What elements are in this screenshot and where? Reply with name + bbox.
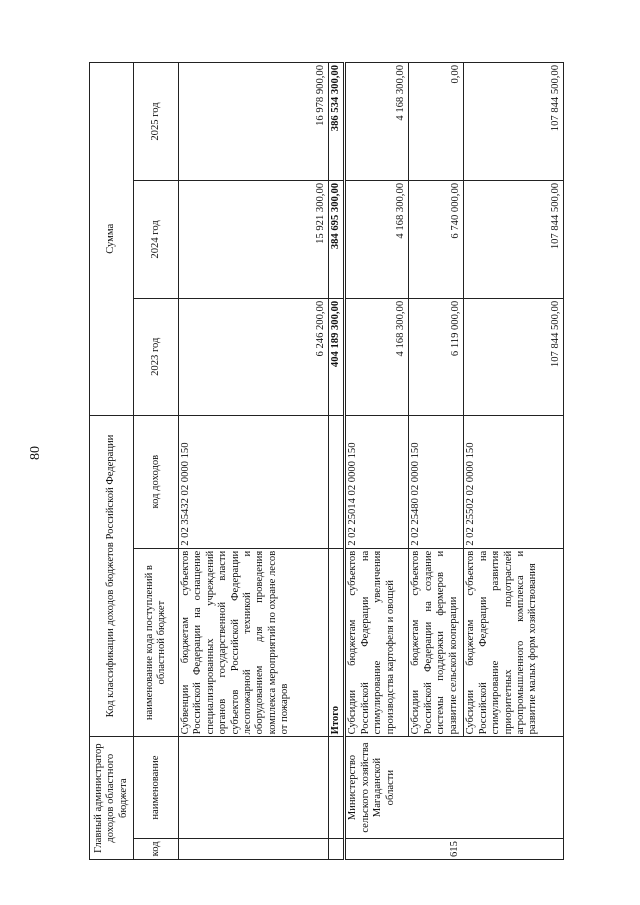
value-2025-cell: 16 978 900,00 [179,63,329,181]
income-name-cell: Субсидии бюджетам субъектов Российской Федерации на создание системы поддержки фермеров и развитие сельской кооперации [409,548,464,737]
income-code-cell: 2 02 25502 02 0000 150 [464,415,564,548]
value-2025-cell: 4 168 300,00 [345,63,409,181]
table-row [179,63,329,860]
header-income-name: наименование кода поступлений в областной бюджет [134,548,179,737]
header-classification: Код классификации доходов бюджетов Российской Федерации [90,415,134,737]
header-name: наименование [134,737,179,838]
value-2024-cell: 6 740 000,00 [409,180,464,298]
admin-code-cell: 615 [345,838,564,859]
income-code-cell: 2 02 25014 02 0000 150 [345,415,409,548]
page-number: 80 [28,446,43,460]
header-sum: Сумма [90,63,134,416]
header-chief-admin: Главный администратор доходов областного бюджета [90,737,134,860]
value-2024-cell: 15 921 300,00 [179,180,329,298]
value-2023-cell: 107 844 500,00 [464,298,564,415]
header-income-code: код доходов [134,415,179,548]
total-2023-cell: 404 189 300,00 [329,298,345,415]
header-2023: 2023 год [134,298,179,415]
income-code-cell: 2 02 25480 02 0000 150 [409,415,464,548]
value-2023-cell: 6 119 000,00 [409,298,464,415]
total-label: Итого [329,548,345,737]
header-2024: 2024 год [134,180,179,298]
income-table [89,62,564,860]
value-2025-cell: 0,00 [409,63,464,181]
header-2025: 2025 год [134,63,179,181]
admin-name-cell: Министерство сельского хозяйства Магаданской области [345,737,564,838]
rotated-table-container [89,62,563,860]
table-row [345,63,409,860]
income-name-cell: Субсидии бюджетам субъектов Российской Федерации на стимулирование развития приоритетных подотраслей агропромышленного комплекса и развитие малых форм хозяйствования [464,548,564,737]
value-2023-cell: 4 168 300,00 [345,298,409,415]
value-2024-cell: 4 168 300,00 [345,180,409,298]
income-name-cell: Субсидии бюджетам субъектов Российской Федерации на стимулирование увеличения производства картофеля и овощей [345,548,409,737]
value-2024-cell: 107 844 500,00 [464,180,564,298]
value-2025-cell: 107 844 500,00 [464,63,564,181]
total-2024-cell: 384 695 300,00 [329,180,345,298]
value-2023-cell: 6 246 200,00 [179,298,329,415]
income-code-cell: 2 02 35432 02 0000 150 [179,415,329,548]
total-2025-cell: 386 534 300,00 [329,63,345,181]
total-row [329,63,345,860]
header-kod: код [134,838,179,859]
income-name-cell: Субвенции бюджетам субъектов Российской Федерации на оснащение специализированных учреждений органов государственной власти субъектов Российской Федерации лесопожарной техникой и оборудованием для проведения комплекса мероприятий по охране лесов от пожаров [179,548,329,737]
